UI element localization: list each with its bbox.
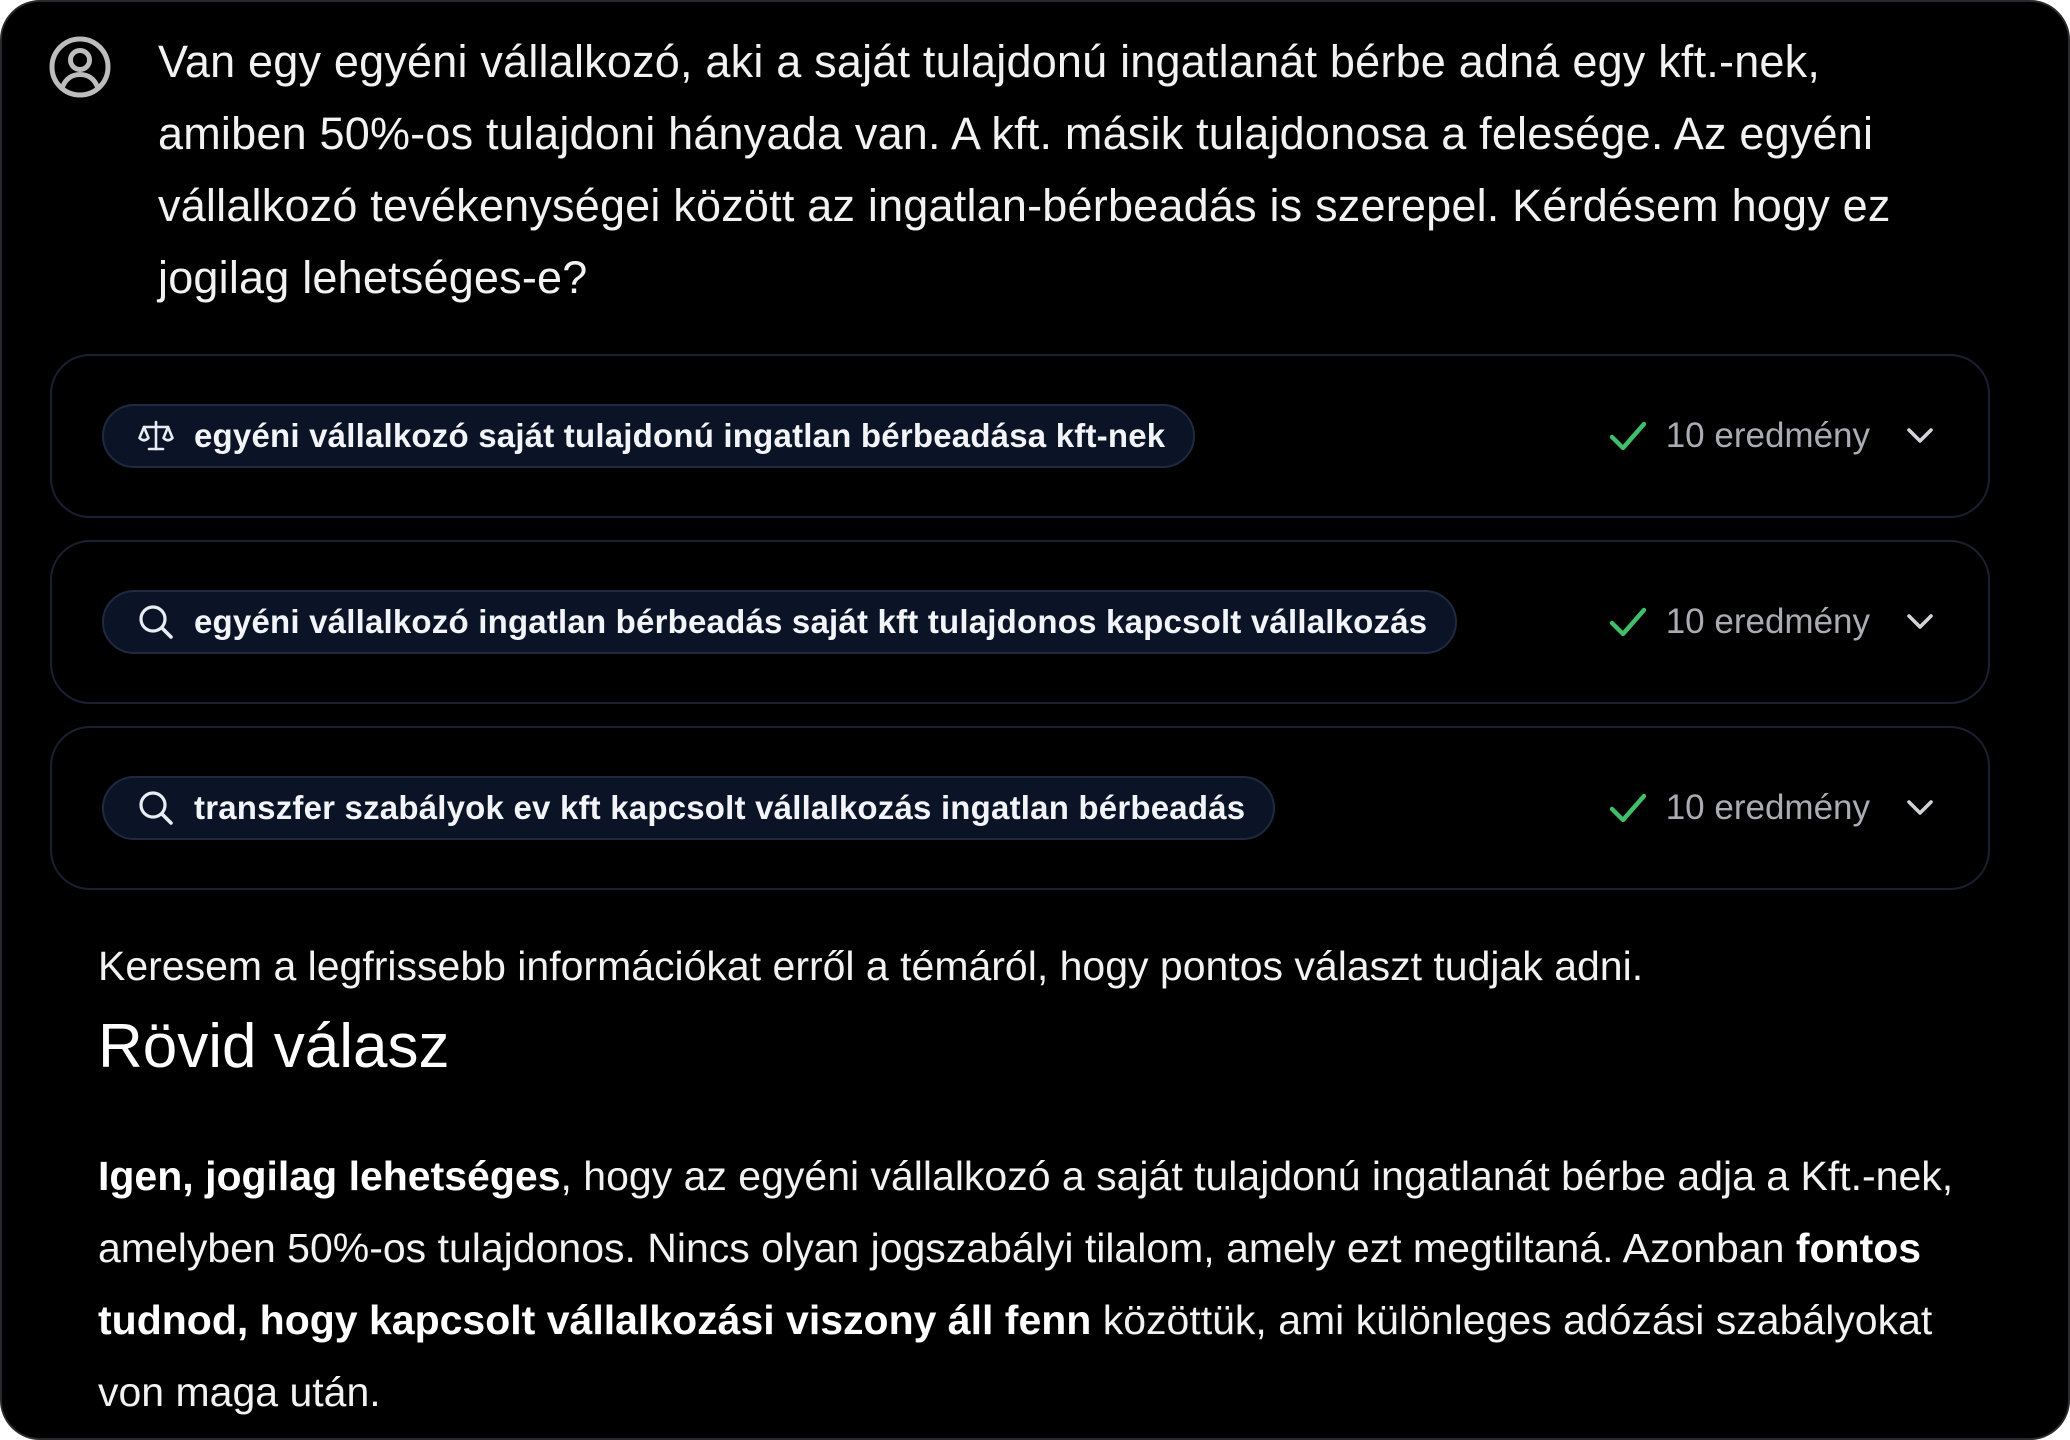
answer-text-segment: közöttük, ami különleges adózási szabályokat von maga után. (98, 1297, 1933, 1415)
result-count: 10 eredmény (1665, 602, 1870, 641)
result-count: 10 eredmény (1665, 788, 1870, 827)
search-query-text: egyéni vállalkozó ingatlan bérbeadás saját kft tulajdonos kapcsolt vállalkozás (194, 603, 1428, 640)
check-icon (1606, 600, 1650, 644)
user-message: Van egy egyéni vállalkozó, aki a saját tulajdonú ingatlanát bérbe adná egy kft.-nek, amiben 50%-os tulajdoni hányada van. A kft. másik tulajdonosa a felesége. Az egyéni vállalkozó tevékenységei között az ingatlan-bérbeadás is szerepel. Kérdésem hogy ez jogilag lehetséges-e? (158, 36, 1891, 303)
scale-icon (136, 416, 176, 456)
search-query-pill[interactable] (102, 590, 1457, 654)
search-result-card (50, 540, 1990, 704)
search-query-pill[interactable] (102, 776, 1275, 840)
search-icon (136, 602, 176, 642)
results-toggle[interactable] (1606, 404, 1938, 468)
answer-text-segment: , hogy az egyéni vállalkozó a saját tulajdonú ingatlanát bérbe adja a Kft.-nek, amelyben 50%-os tulajdonos. Nincs olyan jogszabályi tilalom, amely ezt megtiltaná. Azonban (98, 1153, 1954, 1271)
search-icon (136, 788, 176, 828)
results-toggle[interactable] (1606, 776, 1938, 840)
search-query-pill[interactable] (102, 404, 1195, 468)
search-query-text: transzfer szabályok ev kft kapcsolt vállalkozás ingatlan bérbeadás (194, 789, 1246, 826)
chevron-down-icon (1902, 604, 1938, 640)
search-result-card (50, 354, 1990, 518)
result-count: 10 eredmény (1665, 416, 1870, 455)
answer-paragraph (98, 1140, 1998, 1428)
user-avatar-icon (48, 35, 112, 99)
answer-bold-warning: fontos tudnod, hogy kapcsolt vállalkozási viszony áll fenn (98, 1225, 1922, 1343)
chevron-down-icon (1902, 418, 1938, 454)
search-query-text: egyéni vállalkozó saját tulajdonú ingatlan bérbeadása kft-nek (194, 417, 1166, 454)
chevron-down-icon (1902, 790, 1938, 826)
results-toggle[interactable] (1606, 590, 1938, 654)
answer-bold-claim: Igen, jogilag lehetséges (98, 1153, 561, 1199)
answer-heading: Rövid válasz (98, 1012, 450, 1081)
assistant-status-text: Keresem a legfrissebb információkat erről a témáról, hogy pontos választ tudjak adni. (98, 943, 1644, 989)
check-icon (1606, 414, 1650, 458)
check-icon (1606, 786, 1650, 830)
search-result-card (50, 726, 1990, 890)
